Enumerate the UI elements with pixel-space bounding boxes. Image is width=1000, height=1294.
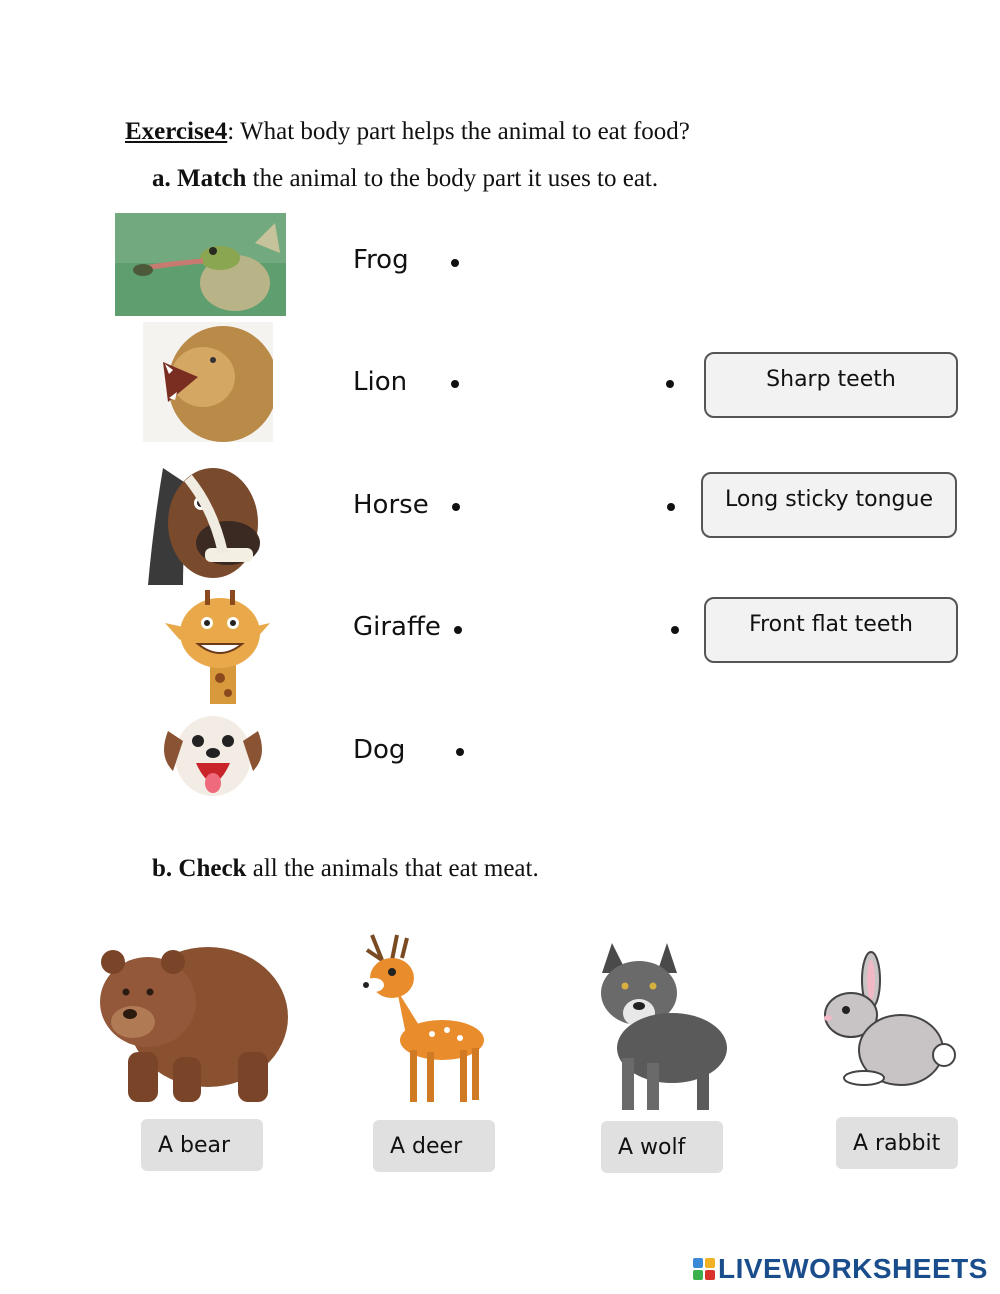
part-a-text: the animal to the body part it uses to eat. [246, 165, 659, 192]
frog-photo [115, 213, 286, 316]
part-a-verb: Match [177, 165, 247, 192]
match-dot-giraffe[interactable] [454, 626, 462, 634]
bear-image [88, 922, 293, 1112]
liveworksheets-logo [693, 1254, 988, 1284]
dog-photo [158, 711, 268, 801]
match-dot-horse[interactable] [452, 503, 460, 511]
logo-mark-icon [693, 1258, 715, 1280]
exercise-question: : What body part helps the animal to eat food? [227, 118, 690, 145]
body-part-label: Front flat teeth [749, 612, 913, 637]
animal-label-frog: Frog [353, 245, 409, 275]
part-b-text: all the animals that eat meat. [246, 855, 539, 882]
body-part-label: Long sticky tongue [725, 487, 933, 512]
animal-label-dog: Dog [353, 735, 406, 765]
animal-label-horse: Horse [353, 490, 429, 520]
check-option-rabbit[interactable]: A rabbit [836, 1117, 958, 1169]
animal-label-giraffe: Giraffe [353, 612, 441, 642]
animal-label-lion: Lion [353, 367, 408, 397]
match-dot-frog[interactable] [451, 259, 459, 267]
check-option-bear[interactable]: A bear [141, 1119, 263, 1171]
part-a-instruction [152, 165, 658, 193]
match-dot-sharp-teeth[interactable] [666, 380, 674, 388]
horse-photo [143, 448, 266, 585]
deer-image [352, 930, 492, 1106]
giraffe-photo [160, 588, 275, 704]
logo-wordmark: LIVEWORKSHEETS [718, 1253, 988, 1284]
match-dot-front-flat-teeth[interactable] [671, 626, 679, 634]
match-dot-long-sticky-tongue[interactable] [667, 503, 675, 511]
rabbit-image [816, 950, 956, 1095]
match-dot-lion[interactable] [451, 380, 459, 388]
body-part-box-long-sticky-tongue[interactable] [701, 472, 957, 538]
part-b-verb: Check [178, 855, 247, 882]
match-dot-dog[interactable] [456, 748, 464, 756]
exercise-label: Exercise4 [125, 118, 228, 145]
part-b-instruction [152, 855, 539, 883]
body-part-box-sharp-teeth[interactable] [704, 352, 958, 418]
check-option-deer[interactable]: A deer [373, 1120, 495, 1172]
body-part-box-front-flat-teeth[interactable] [704, 597, 958, 663]
body-part-label: Sharp teeth [766, 367, 896, 392]
check-option-wolf[interactable]: A wolf [601, 1121, 723, 1173]
exercise-heading [125, 118, 690, 146]
part-b-letter: b. [152, 855, 173, 882]
wolf-image [577, 938, 735, 1114]
lion-photo [143, 322, 273, 442]
part-a-letter: a. [152, 165, 171, 192]
